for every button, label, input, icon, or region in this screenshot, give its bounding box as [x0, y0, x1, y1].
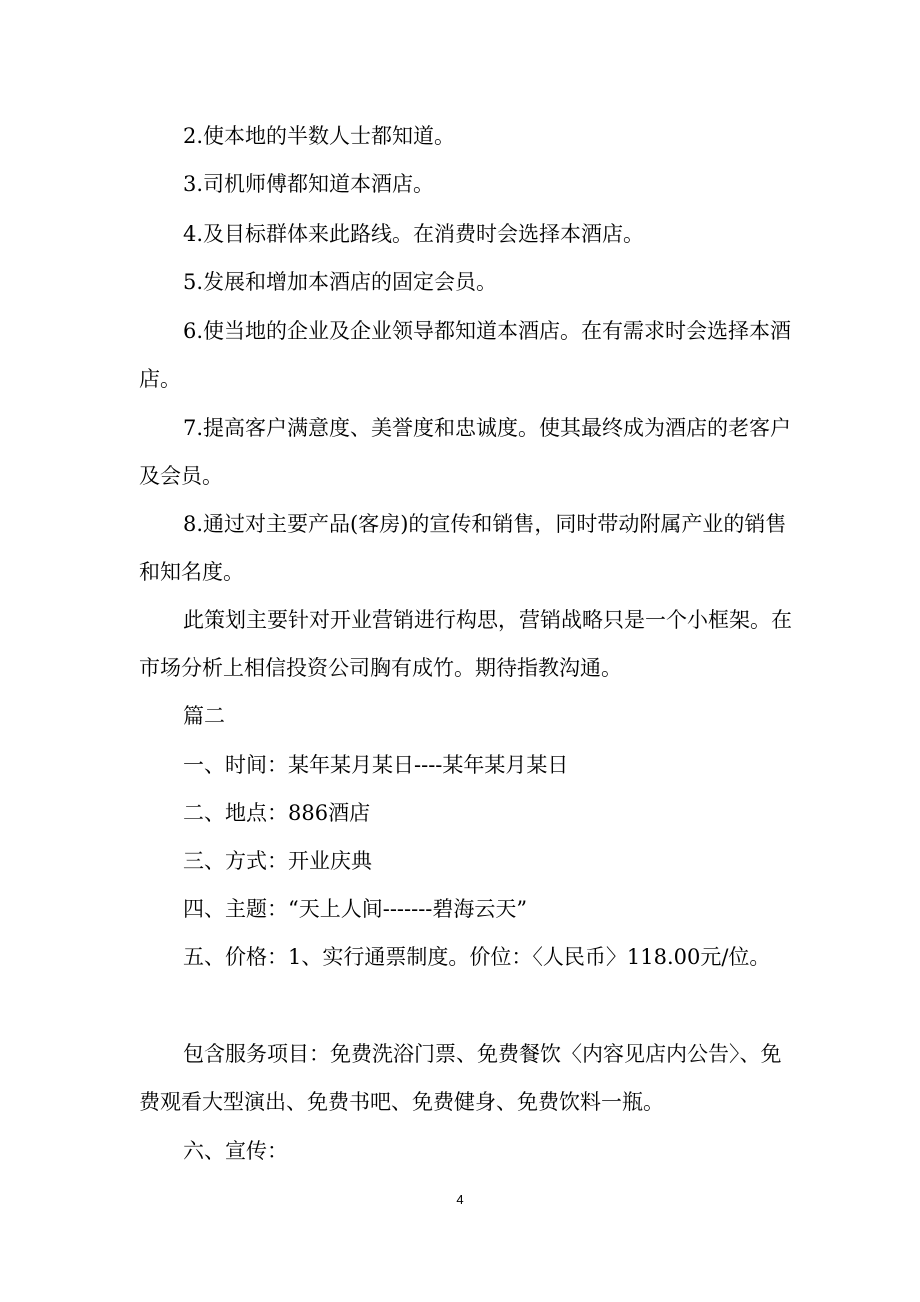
paragraph-goal-5: 5.发展和增加本酒店的固定会员。: [183, 270, 498, 294]
paragraph-goal-2: 2.使本地的半数人士都知道。: [183, 124, 456, 148]
section-heading-part-two: 篇二: [183, 704, 225, 728]
paragraph-goal-7: 7.提高客户满意度、美誉度和忠诚度。使其最终成为酒店的老客户及会员。: [139, 416, 792, 488]
paragraph-promotion: 六、宣传：: [183, 1139, 288, 1163]
paragraph-location: 二、地点：886酒店: [183, 801, 371, 825]
paragraph-price: 五、价格：1、实行通票制度。价位：〈人民币〉118.00元/位。: [183, 945, 771, 969]
paragraph-summary: 此策划主要针对开业营销进行构思，营销战略只是一个小框架。在市场分析上相信投资公司胸有成竹。期待指教沟通。: [139, 608, 792, 680]
paragraph-goal-3: 3.司机师傅都知道本酒店。: [183, 172, 435, 196]
paragraph-services: 包含服务项目：免费洗浴门票、免费餐饮〈内容见店内公告〉、免费观看大型演出、免费书吧、免费健身、免费饮料一瓶。: [139, 1042, 782, 1114]
page-number: 4: [456, 1192, 464, 1207]
paragraph-method: 三、方式：开业庆典: [183, 849, 372, 873]
paragraph-theme: 四、主题：“天上人间-------碧海云天”: [183, 897, 528, 921]
paragraph-goal-8: 8.通过对主要产品(客房)的宣传和销售，同时带动附属产业的销售和知名度。: [139, 512, 787, 584]
paragraph-time: 一、时间：某年某月某日----某年某月某日: [183, 753, 569, 777]
paragraph-goal-4: 4.及目标群体来此路线。在消费时会选择本酒店。: [183, 222, 645, 246]
paragraph-goal-6: 6.使当地的企业及企业领导都知道本酒店。在有需求时会选择本酒店。: [139, 319, 792, 391]
